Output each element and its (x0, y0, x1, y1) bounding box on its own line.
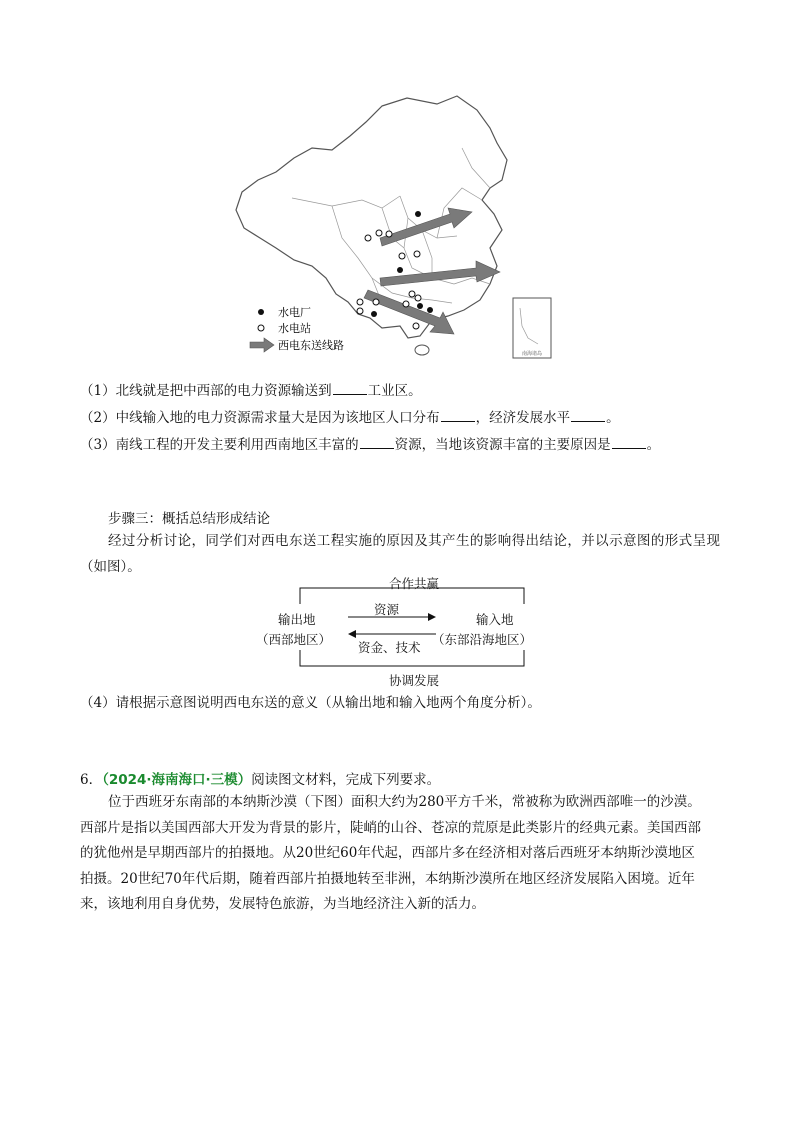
question-6-material (80, 790, 722, 918)
question-label: （4） (80, 695, 116, 711)
step3-title: 步骤三：概括总结形成结论 (108, 511, 270, 527)
answer-blank[interactable] (571, 407, 605, 422)
diagram-left-sub: （西部地区） (256, 632, 332, 647)
question-number: 6． (80, 772, 103, 788)
material-line: 西部片是指以美国西部大开发为背景的影片，陡峭的山谷、苍凉的荒原是此类影片的经典元素。美国西部 (80, 819, 701, 836)
diagram-top-label: 合作共赢 (389, 576, 440, 591)
question-text: 。 (606, 410, 620, 426)
answer-blank[interactable] (612, 434, 646, 449)
question-2 (80, 407, 620, 428)
question-label: （1） (80, 383, 116, 399)
question-text: 工业区。 (367, 383, 422, 399)
answer-blank[interactable] (333, 380, 367, 395)
diagram-right-sub: （东部沿海地区） (432, 632, 533, 647)
question-6-header (80, 768, 440, 788)
south-sea-inset (513, 298, 551, 358)
question-1 (80, 380, 422, 401)
diagram-right-title: 输入地 (476, 612, 514, 627)
arrow-left-icon (348, 630, 356, 638)
relationship-diagram (256, 574, 562, 692)
question-text: ，经济发展水平 (475, 410, 571, 426)
material-line: 来，该地利用自身优势，发展特色旅游，为当地经济注入新的活力。 (80, 896, 485, 912)
answer-blank[interactable] (360, 434, 394, 449)
legend-label-route: 西电东送线路 (278, 339, 344, 352)
question-text: 南线工程的开发主要利用西南地区丰富的 (115, 437, 359, 453)
question-instruction: 阅读图文材料，完成下列要求。 (251, 772, 441, 788)
step3-paragraph: 经过分析讨论，同学们对西电东送工程实施的原因及其产生的影响得出结论，并以示意图的形式呈现（如图）。 (80, 533, 720, 575)
middle-route-arrow-icon (380, 261, 500, 286)
legend-label-plant: 水电厂 (278, 306, 311, 319)
south-route-arrow-icon (364, 290, 454, 334)
hollow-dot-icon (258, 325, 264, 331)
china-map (232, 88, 572, 366)
arrow-right-icon (428, 613, 436, 621)
question-text: 资源，当地该资源丰富的主要原因是 (394, 437, 611, 453)
question-text: 。 (646, 437, 661, 453)
answer-blank[interactable] (441, 407, 475, 422)
diagram-arrow-right-label: 资源 (374, 602, 400, 617)
material-line: 拍摄。20世纪70年代后期，随着西部片拍摄地转至非洲，本纳斯沙漠所在地区经济发展陷入困境。近年 (80, 870, 695, 887)
question-text: 请根据示意图说明西电东送的意义（从输出地和输入地两个角度分析）。 (115, 695, 541, 711)
arrow-icon (250, 338, 274, 352)
diagram-arrow-left-label: 资金、技术 (358, 640, 421, 655)
question-label: （2） (80, 410, 116, 426)
diagram-bottom-label: 协调发展 (389, 673, 440, 688)
inset-label: 南海诸岛 (521, 351, 543, 357)
question-label: （3） (80, 437, 116, 453)
question-3 (80, 434, 660, 455)
diagram-left-title: 输出地 (278, 612, 316, 627)
question-text: 中线输入地的电力资源需求量大是因为该地区人口分布 (115, 410, 440, 426)
material-line: 的犹他州是早期西部片的拍摄地。从20世纪60年代起，西部片多在经济相对落后西班牙本纳斯沙漠地区 (80, 845, 695, 861)
material-line: 位于西班牙东南部的本纳斯沙漠（下图）面积大约为280平方千米，常被称为欧洲西部唯一的沙漠。 (108, 794, 701, 810)
legend-label-station: 水电站 (278, 322, 311, 335)
filled-dot-icon (258, 309, 264, 315)
question-text: 北线就是把中西部的电力资源输送到 (115, 383, 332, 399)
question-4 (80, 693, 541, 713)
china-map-figure (232, 88, 572, 366)
question-source: （2024·海南海口·三模） (102, 772, 252, 788)
map-legend (250, 305, 344, 352)
